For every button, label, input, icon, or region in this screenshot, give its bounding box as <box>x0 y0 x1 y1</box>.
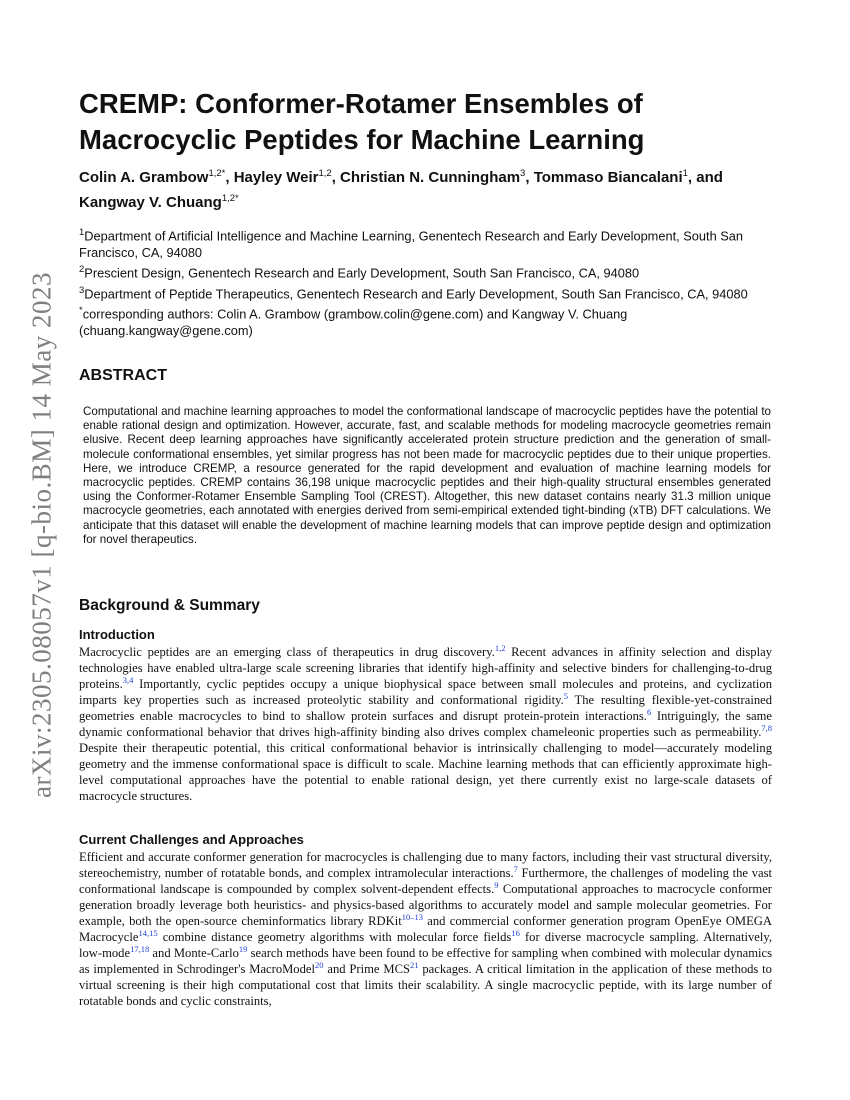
citation-link[interactable]: 19 <box>238 943 248 954</box>
citation-link[interactable]: 5 <box>563 690 568 701</box>
arxiv-identifier: arXiv:2305.08057v1 [q-bio.BM] 14 May 2023 <box>26 272 57 798</box>
author-name: Hayley Weir <box>233 169 319 186</box>
paragraph-text: Efficient and accurate conformer generation for macrocycles is challenging due to many factors, including their vast structural diversity, stereochemistry, number of rotatable bonds, and complex intramolecular interactions. <box>79 850 772 880</box>
citation-link[interactable]: 1,2 <box>494 642 506 653</box>
author-name: Christian N. Cunningham <box>340 169 521 186</box>
citation-link[interactable]: 10–13 <box>401 911 423 922</box>
citation-link[interactable]: 7 <box>513 863 518 874</box>
author-affiliation-mark: 1,2 <box>318 168 332 179</box>
affiliation-text: corresponding authors: Colin A. Grambow (grambow.colin@gene.com) and Kangway V. Chuang (chuang.kangway@gene.com) <box>79 306 628 339</box>
paragraph-text: packages. A critical limitation in the application of these methods to virtual screening is their high computational cost that limits their scalability. A single macrocyclic peptide, with its large number of rotatable bonds and cyclic constraints, <box>79 962 772 1008</box>
author-list: Colin A. Grambow$^{1,2*}$, Hayley Weir$^{1,2}$, Christian N. Cunningham$^3$, Tommaso Biancalani$^1$, and Kangway V. Chuang$^{1,2*}$ <box>79 168 723 211</box>
citation-link[interactable]: 3,4 <box>122 674 134 685</box>
affiliation <box>79 282 773 302</box>
paragraph-text: Importantly, cyclic peptides occupy a unique biophysical space between small molecules and proteins, and cyclization imparts key properties such as increased proteolytic stability and conformational rigidity. <box>79 677 772 707</box>
citation-link[interactable]: 16 <box>511 927 520 938</box>
subsection-heading-introduction: Introduction <box>79 627 155 642</box>
challenges-paragraph <box>79 849 772 1009</box>
paragraph-text: Intriguingly, the same dynamic conformational behavior that drives high-affinity binding also drives complex chameleonic properties such as permeability. <box>79 709 772 739</box>
introduction-paragraph <box>79 644 772 804</box>
citation-link[interactable]: 21 <box>409 959 419 970</box>
paragraph-text: Despite their therapeutic potential, this critical conformational behavior is intrinsically challenging to model—accurately modeling geometry and the immense conformational space is difficult to scale. Machine learning methods that can efficiently approximate high-level computational approaches have the potential to enable rational design, yet there currently exist no large-scale datasets of macrocycle structures. <box>79 741 772 803</box>
author-affiliation-mark: 1 <box>682 168 688 179</box>
affiliation-mark: 3 <box>79 284 85 296</box>
paragraph-text: and Prime MCS <box>323 962 410 976</box>
abstract-heading: ABSTRACT <box>79 367 167 384</box>
affiliation-text: Department of Artificial Intelligence and Machine Learning, Genentech Research and Early Development, South San Francisco, CA, 94080 <box>79 228 744 261</box>
citation-link[interactable]: 7,8 <box>761 722 772 733</box>
affiliation <box>79 224 773 261</box>
citation-link[interactable]: 6 <box>646 706 652 717</box>
affiliation-text: Department of Peptide Therapeutics, Genentech Research and Early Development, South San Francisco, CA, 94080 <box>84 285 748 301</box>
citation-link[interactable]: 9 <box>494 879 499 890</box>
paragraph-text: Recent advances in affinity selection and display technologies have enabled ultra-large scale screening libraries that identify high-affinity and selective binders for challenging-to-drug proteins. <box>79 645 772 691</box>
paragraph-text: search methods have been found to be effective for sampling when combined with molecular dynamics as implemented in Schrodinger's MacroModel <box>79 946 772 976</box>
paragraph-text: combine distance geometry algorithms with molecular force fields <box>157 930 512 944</box>
citation-link[interactable]: 17,18 <box>130 943 150 954</box>
paragraph-text: and Monte-Carlo <box>149 946 239 960</box>
affiliation-mark: 2 <box>79 264 85 276</box>
author-affiliation-mark: 1,2* <box>221 193 239 204</box>
abstract-text: Computational and machine learning approaches to model the conformational landscape of macrocyclic peptides have the potential to enable rational design and optimization. However, accurate, fast, and scalable methods for modeling macrocycle geometries remain elusive. Recent deep learning approaches have significantly accelerated protein structure prediction and the generation of small-molecule conformational ensembles, yet similar progress has not been made for macrocyclic peptides due to their unique properties. Here, we introduce CREMP, a resource generated for the rapid development and evaluation of machine learning models for macrocyclic peptides. CREMP contains 36,198 unique macrocyclic peptides and their high-quality structural ensembles generated using the Conformer-Rotamer Ensemble Sampling Tool (CREST). Altogether, this new dataset contains nearly 31.3 million unique macrocycle geometries, each annotated with energies derived from semi-empirical extended tight-binding (xTB) DFT calculations. We anticipate that this dataset will enable the development of machine learning models that can improve peptide design and optimization for novel therapeutics. <box>83 405 771 546</box>
paper-title: CREMP: Conformer-Rotamer Ensembles of Macrocyclic Peptides for Machine Learning <box>79 88 645 155</box>
section-heading: Background & Summary <box>79 597 260 614</box>
author-affiliation-mark: 3 <box>520 168 526 179</box>
affiliation-mark: * <box>79 304 83 316</box>
author-affiliation-mark: 1,2* <box>208 168 226 179</box>
author-name: Colin A. Grambow <box>79 169 209 186</box>
subsection-heading-challenges: Current Challenges and Approaches <box>79 832 304 847</box>
citation-link[interactable]: 20 <box>315 959 324 970</box>
affiliation <box>79 261 773 281</box>
affiliation-mark: 1 <box>79 227 85 238</box>
citation-link[interactable]: 14,15 <box>138 927 158 938</box>
paragraph-text: Macrocyclic peptides are an emerging class of therapeutics in drug discovery. <box>79 645 495 659</box>
paragraph-text: for diverse macrocycle sampling. Alternatively, low-mode <box>79 930 772 960</box>
affiliation-list <box>79 224 773 339</box>
paragraph-text: Furthermore, the challenges of modeling the vast conformational landscape is compounded by complex solvent-dependent effects. <box>79 866 772 896</box>
paragraph-text: Computational approaches to macrocycle conformer generation broadly leverage both heuristics- and physics-based algorithms to accurately model and sample molecular geometries. For example, both the open-source cheminformatics library RDKit <box>79 882 772 928</box>
author-name: Kangway V. Chuang <box>79 194 222 211</box>
affiliation-text: Prescient Design, Genentech Research and Early Development, South San Francisco, CA, 94080 <box>84 265 640 281</box>
paragraph-text: The resulting flexible-yet-constrained geometries enable macrocycles to bind to shallow protein surfaces and disrupt protein-protein interactions. <box>79 693 773 723</box>
corresponding-authors <box>79 302 773 339</box>
paragraph-text: and commercial conformer generation program OpenEye OMEGA Macrocycle <box>79 914 772 944</box>
author-name: Tommaso Biancalani <box>533 169 683 186</box>
